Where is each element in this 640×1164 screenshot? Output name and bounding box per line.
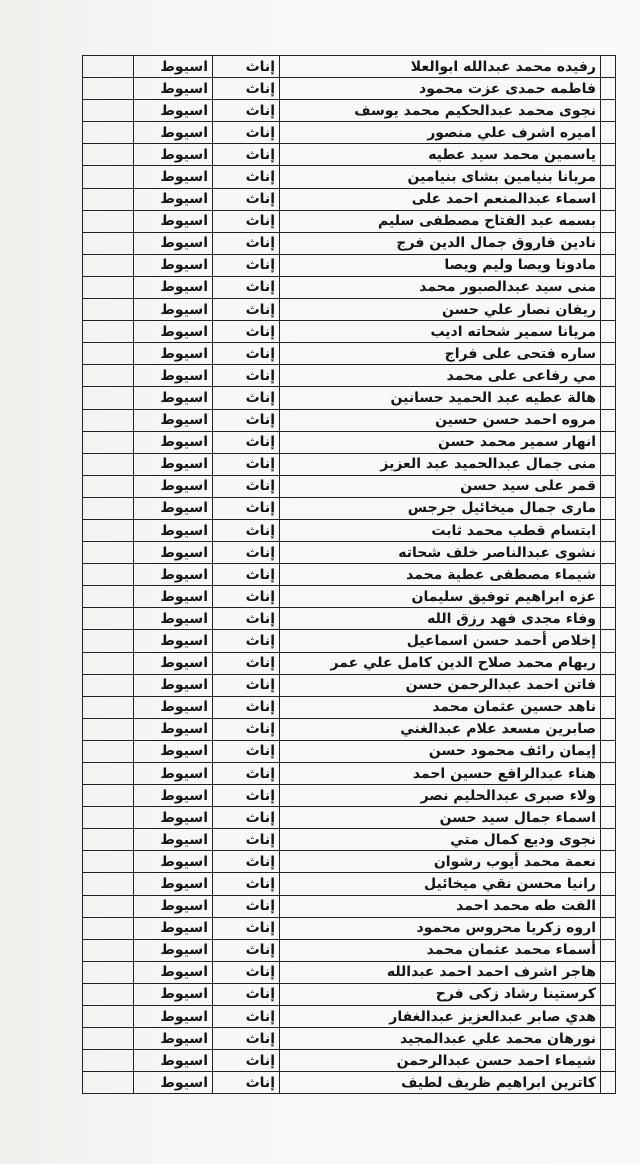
city-cell: اسيوط bbox=[134, 718, 213, 740]
row-stub-cell bbox=[601, 276, 616, 298]
name-cell: ناهد حسين عثمان محمد bbox=[280, 696, 601, 718]
city-cell: اسيوط bbox=[134, 100, 213, 122]
gender-cell: إناث bbox=[213, 696, 280, 718]
city-cell: اسيوط bbox=[134, 564, 213, 586]
blank-cell bbox=[83, 431, 134, 453]
city-cell: اسيوط bbox=[134, 144, 213, 166]
table-row bbox=[83, 475, 616, 497]
name-cell: ياسمين محمد سيد عطيه bbox=[280, 144, 601, 166]
gender-cell: إناث bbox=[213, 718, 280, 740]
blank-cell bbox=[83, 608, 134, 630]
city-cell: اسيوط bbox=[134, 807, 213, 829]
gender-cell: إناث bbox=[213, 232, 280, 254]
table-row bbox=[83, 983, 616, 1005]
city-cell: اسيوط bbox=[134, 453, 213, 475]
gender-cell: إناث bbox=[213, 917, 280, 939]
gender-cell: إناث bbox=[213, 895, 280, 917]
row-stub-cell bbox=[601, 519, 616, 541]
gender-cell: إناث bbox=[213, 365, 280, 387]
city-cell: اسيوط bbox=[134, 232, 213, 254]
blank-cell bbox=[83, 630, 134, 652]
table-row bbox=[83, 917, 616, 939]
row-stub-cell bbox=[601, 453, 616, 475]
city-cell: اسيوط bbox=[134, 873, 213, 895]
name-cell: نعمة محمد أيوب رشوان bbox=[280, 851, 601, 873]
table-row bbox=[83, 1006, 616, 1028]
blank-cell bbox=[83, 210, 134, 232]
blank-cell bbox=[83, 188, 134, 210]
name-cell: الفت طه محمد احمد bbox=[280, 895, 601, 917]
table-row bbox=[83, 829, 616, 851]
gender-cell: إناث bbox=[213, 674, 280, 696]
city-cell: اسيوط bbox=[134, 276, 213, 298]
gender-cell: إناث bbox=[213, 829, 280, 851]
name-cell: بسمه عبد الفتاح مصطفى سليم bbox=[280, 210, 601, 232]
name-cell: مارى جمال ميخائيل جرجس bbox=[280, 497, 601, 519]
table-row bbox=[83, 586, 616, 608]
table-row bbox=[83, 166, 616, 188]
row-stub-cell bbox=[601, 1050, 616, 1072]
students-table bbox=[82, 55, 616, 1094]
city-cell: اسيوط bbox=[134, 188, 213, 210]
gender-cell: إناث bbox=[213, 166, 280, 188]
name-cell: ولاء صبرى عبدالحليم نصر bbox=[280, 785, 601, 807]
row-stub-cell bbox=[601, 475, 616, 497]
name-cell: قمر على سيد حسن bbox=[280, 475, 601, 497]
gender-cell: إناث bbox=[213, 409, 280, 431]
row-stub-cell bbox=[601, 365, 616, 387]
row-stub-cell bbox=[601, 829, 616, 851]
blank-cell bbox=[83, 586, 134, 608]
name-cell: هدي صابر عبدالعزيز عبدالغفار bbox=[280, 1006, 601, 1028]
city-cell: اسيوط bbox=[134, 321, 213, 343]
blank-cell bbox=[83, 652, 134, 674]
row-stub-cell bbox=[601, 718, 616, 740]
blank-cell bbox=[83, 299, 134, 321]
row-stub-cell bbox=[601, 630, 616, 652]
blank-cell bbox=[83, 1006, 134, 1028]
city-cell: اسيوط bbox=[134, 740, 213, 762]
name-cell: هالة عطيه عبد الحميد حسانين bbox=[280, 387, 601, 409]
name-cell: نجوى وديع كمال متي bbox=[280, 829, 601, 851]
blank-cell bbox=[83, 807, 134, 829]
name-cell: صابرين مسعد علام عبدالغني bbox=[280, 718, 601, 740]
row-stub-cell bbox=[601, 983, 616, 1005]
blank-cell bbox=[83, 542, 134, 564]
blank-cell bbox=[83, 100, 134, 122]
table-row bbox=[83, 519, 616, 541]
city-cell: اسيوط bbox=[134, 497, 213, 519]
blank-cell bbox=[83, 696, 134, 718]
gender-cell: إناث bbox=[213, 785, 280, 807]
table-row bbox=[83, 542, 616, 564]
gender-cell: إناث bbox=[213, 56, 280, 78]
city-cell: اسيوط bbox=[134, 939, 213, 961]
blank-cell bbox=[83, 343, 134, 365]
name-cell: اميره اشرف علي منصور bbox=[280, 122, 601, 144]
blank-cell bbox=[83, 254, 134, 276]
gender-cell: إناث bbox=[213, 144, 280, 166]
blank-cell bbox=[83, 78, 134, 100]
table-row bbox=[83, 718, 616, 740]
gender-cell: إناث bbox=[213, 740, 280, 762]
city-cell: اسيوط bbox=[134, 78, 213, 100]
blank-cell bbox=[83, 365, 134, 387]
blank-cell bbox=[83, 961, 134, 983]
row-stub-cell bbox=[601, 939, 616, 961]
table-row bbox=[83, 674, 616, 696]
name-cell: انهار سمير محمد حسن bbox=[280, 431, 601, 453]
row-stub-cell bbox=[601, 100, 616, 122]
blank-cell bbox=[83, 387, 134, 409]
name-cell: اروه زكريا محروس محمود bbox=[280, 917, 601, 939]
name-cell: رفيده محمد عبدالله ابوالعلا bbox=[280, 56, 601, 78]
table-row bbox=[83, 630, 616, 652]
blank-cell bbox=[83, 939, 134, 961]
row-stub-cell bbox=[601, 232, 616, 254]
row-stub-cell bbox=[601, 961, 616, 983]
name-cell: إيمان رائف محمود حسن bbox=[280, 740, 601, 762]
city-cell: اسيوط bbox=[134, 608, 213, 630]
name-cell: اسماء جمال سيد حسن bbox=[280, 807, 601, 829]
blank-cell bbox=[83, 232, 134, 254]
name-cell: أسماء محمد عثمان محمد bbox=[280, 939, 601, 961]
row-stub-cell bbox=[601, 696, 616, 718]
name-cell: منى سيد عبدالصبور محمد bbox=[280, 276, 601, 298]
row-stub-cell bbox=[601, 431, 616, 453]
city-cell: اسيوط bbox=[134, 122, 213, 144]
row-stub-cell bbox=[601, 1028, 616, 1050]
city-cell: اسيوط bbox=[134, 299, 213, 321]
row-stub-cell bbox=[601, 343, 616, 365]
gender-cell: إناث bbox=[213, 321, 280, 343]
gender-cell: إناث bbox=[213, 652, 280, 674]
gender-cell: إناث bbox=[213, 564, 280, 586]
table-row bbox=[83, 365, 616, 387]
table-row bbox=[83, 144, 616, 166]
row-stub-cell bbox=[601, 917, 616, 939]
table-row bbox=[83, 1072, 616, 1094]
row-stub-cell bbox=[601, 851, 616, 873]
blank-cell bbox=[83, 829, 134, 851]
table-row bbox=[83, 807, 616, 829]
table-row bbox=[83, 100, 616, 122]
city-cell: اسيوط bbox=[134, 1028, 213, 1050]
gender-cell: إناث bbox=[213, 542, 280, 564]
table-row bbox=[83, 210, 616, 232]
gender-cell: إناث bbox=[213, 122, 280, 144]
table-row bbox=[83, 431, 616, 453]
city-cell: اسيوط bbox=[134, 961, 213, 983]
row-stub-cell bbox=[601, 586, 616, 608]
blank-cell bbox=[83, 895, 134, 917]
name-cell: كرستينا رشاد زكى فرح bbox=[280, 983, 601, 1005]
gender-cell: إناث bbox=[213, 807, 280, 829]
blank-cell bbox=[83, 276, 134, 298]
city-cell: اسيوط bbox=[134, 851, 213, 873]
table-row bbox=[83, 254, 616, 276]
gender-cell: إناث bbox=[213, 431, 280, 453]
row-stub-cell bbox=[601, 674, 616, 696]
row-stub-cell bbox=[601, 166, 616, 188]
blank-cell bbox=[83, 718, 134, 740]
row-stub-cell bbox=[601, 210, 616, 232]
blank-cell bbox=[83, 497, 134, 519]
table-row bbox=[83, 56, 616, 78]
table-row bbox=[83, 740, 616, 762]
blank-cell bbox=[83, 166, 134, 188]
blank-cell bbox=[83, 785, 134, 807]
blank-cell bbox=[83, 763, 134, 785]
table-row bbox=[83, 1050, 616, 1072]
gender-cell: إناث bbox=[213, 497, 280, 519]
name-cell: مريانا سمير شحاته اديب bbox=[280, 321, 601, 343]
blank-cell bbox=[83, 917, 134, 939]
row-stub-cell bbox=[601, 78, 616, 100]
city-cell: اسيوط bbox=[134, 674, 213, 696]
city-cell: اسيوط bbox=[134, 1072, 213, 1094]
gender-cell: إناث bbox=[213, 299, 280, 321]
city-cell: اسيوط bbox=[134, 1050, 213, 1072]
row-stub-cell bbox=[601, 652, 616, 674]
row-stub-cell bbox=[601, 409, 616, 431]
gender-cell: إناث bbox=[213, 387, 280, 409]
city-cell: اسيوط bbox=[134, 210, 213, 232]
name-cell: رانيا محسن نقي ميخائيل bbox=[280, 873, 601, 895]
table-row bbox=[83, 122, 616, 144]
table-row bbox=[83, 652, 616, 674]
city-cell: اسيوط bbox=[134, 166, 213, 188]
gender-cell: إناث bbox=[213, 983, 280, 1005]
blank-cell bbox=[83, 674, 134, 696]
gender-cell: إناث bbox=[213, 1028, 280, 1050]
city-cell: اسيوط bbox=[134, 343, 213, 365]
gender-cell: إناث bbox=[213, 630, 280, 652]
row-stub-cell bbox=[601, 740, 616, 762]
gender-cell: إناث bbox=[213, 873, 280, 895]
city-cell: اسيوط bbox=[134, 652, 213, 674]
gender-cell: إناث bbox=[213, 188, 280, 210]
blank-cell bbox=[83, 519, 134, 541]
table-row bbox=[83, 696, 616, 718]
name-cell: مريانا بنيامين بشاى بنيامين bbox=[280, 166, 601, 188]
row-stub-cell bbox=[601, 144, 616, 166]
city-cell: اسيوط bbox=[134, 542, 213, 564]
table-row bbox=[83, 188, 616, 210]
blank-cell bbox=[83, 1072, 134, 1094]
gender-cell: إناث bbox=[213, 961, 280, 983]
name-cell: ريفان نصار علي حسن bbox=[280, 299, 601, 321]
name-cell: إخلاص أحمد حسن اسماعيل bbox=[280, 630, 601, 652]
city-cell: اسيوط bbox=[134, 431, 213, 453]
city-cell: اسيوط bbox=[134, 895, 213, 917]
blank-cell bbox=[83, 56, 134, 78]
blank-cell bbox=[83, 873, 134, 895]
city-cell: اسيوط bbox=[134, 1006, 213, 1028]
city-cell: اسيوط bbox=[134, 56, 213, 78]
city-cell: اسيوط bbox=[134, 519, 213, 541]
name-cell: كاترين ابراهيم ظريف لطيف bbox=[280, 1072, 601, 1094]
gender-cell: إناث bbox=[213, 763, 280, 785]
row-stub-cell bbox=[601, 608, 616, 630]
table-row bbox=[83, 939, 616, 961]
blank-cell bbox=[83, 983, 134, 1005]
row-stub-cell bbox=[601, 299, 616, 321]
city-cell: اسيوط bbox=[134, 630, 213, 652]
name-cell: نجوى محمد عبدالحكيم محمد يوسف bbox=[280, 100, 601, 122]
city-cell: اسيوط bbox=[134, 365, 213, 387]
name-cell: عزه ابراهيم توفيق سليمان bbox=[280, 586, 601, 608]
name-cell: فاتن احمد عبدالرحمن حسن bbox=[280, 674, 601, 696]
blank-cell bbox=[83, 453, 134, 475]
table-row bbox=[83, 785, 616, 807]
gender-cell: إناث bbox=[213, 1006, 280, 1028]
city-cell: اسيوط bbox=[134, 829, 213, 851]
name-cell: منى جمال عبدالحميد عبد العزيز bbox=[280, 453, 601, 475]
gender-cell: إناث bbox=[213, 1072, 280, 1094]
city-cell: اسيوط bbox=[134, 983, 213, 1005]
table-row bbox=[83, 387, 616, 409]
city-cell: اسيوط bbox=[134, 917, 213, 939]
table-row bbox=[83, 763, 616, 785]
city-cell: اسيوط bbox=[134, 475, 213, 497]
name-cell: نورهان محمد علي عبدالمجيد bbox=[280, 1028, 601, 1050]
city-cell: اسيوط bbox=[134, 785, 213, 807]
gender-cell: إناث bbox=[213, 851, 280, 873]
row-stub-cell bbox=[601, 188, 616, 210]
name-cell: وفاء مجدى فهد رزق الله bbox=[280, 608, 601, 630]
gender-cell: إناث bbox=[213, 939, 280, 961]
city-cell: اسيوط bbox=[134, 409, 213, 431]
table-row bbox=[83, 895, 616, 917]
blank-cell bbox=[83, 564, 134, 586]
city-cell: اسيوط bbox=[134, 586, 213, 608]
table-row bbox=[83, 873, 616, 895]
name-cell: شيماء احمد حسن عبدالرحمن bbox=[280, 1050, 601, 1072]
table-row bbox=[83, 497, 616, 519]
blank-cell bbox=[83, 851, 134, 873]
gender-cell: إناث bbox=[213, 210, 280, 232]
table-row bbox=[83, 608, 616, 630]
table-row bbox=[83, 564, 616, 586]
row-stub-cell bbox=[601, 807, 616, 829]
gender-cell: إناث bbox=[213, 1050, 280, 1072]
blank-cell bbox=[83, 740, 134, 762]
name-cell: نشوى عبدالناصر خلف شحاته bbox=[280, 542, 601, 564]
gender-cell: إناث bbox=[213, 519, 280, 541]
row-stub-cell bbox=[601, 1006, 616, 1028]
gender-cell: إناث bbox=[213, 78, 280, 100]
table-row bbox=[83, 409, 616, 431]
blank-cell bbox=[83, 321, 134, 343]
city-cell: اسيوط bbox=[134, 696, 213, 718]
table-row bbox=[83, 299, 616, 321]
row-stub-cell bbox=[601, 564, 616, 586]
table-row bbox=[83, 232, 616, 254]
gender-cell: إناث bbox=[213, 453, 280, 475]
blank-cell bbox=[83, 1050, 134, 1072]
gender-cell: إناث bbox=[213, 608, 280, 630]
row-stub-cell bbox=[601, 1072, 616, 1094]
name-cell: هاجر اشرف احمد احمد عبدالله bbox=[280, 961, 601, 983]
blank-cell bbox=[83, 1028, 134, 1050]
name-cell: ابتسام قطب محمد ثابت bbox=[280, 519, 601, 541]
table-row bbox=[83, 453, 616, 475]
city-cell: اسيوط bbox=[134, 254, 213, 276]
row-stub-cell bbox=[601, 122, 616, 144]
row-stub-cell bbox=[601, 321, 616, 343]
name-cell: مي رفاعى على محمد bbox=[280, 365, 601, 387]
row-stub-cell bbox=[601, 254, 616, 276]
name-cell: ريهام محمد صلاح الدين كامل علي عمر bbox=[280, 652, 601, 674]
row-stub-cell bbox=[601, 895, 616, 917]
gender-cell: إناث bbox=[213, 254, 280, 276]
row-stub-cell bbox=[601, 873, 616, 895]
gender-cell: إناث bbox=[213, 586, 280, 608]
blank-cell bbox=[83, 122, 134, 144]
table-row bbox=[83, 961, 616, 983]
name-cell: نادين فاروق جمال الدين فرج bbox=[280, 232, 601, 254]
table-row bbox=[83, 78, 616, 100]
row-stub-cell bbox=[601, 542, 616, 564]
row-stub-cell bbox=[601, 56, 616, 78]
table-row bbox=[83, 276, 616, 298]
name-cell: هناء عبدالرافع حسين احمد bbox=[280, 763, 601, 785]
row-stub-cell bbox=[601, 497, 616, 519]
row-stub-cell bbox=[601, 785, 616, 807]
city-cell: اسيوط bbox=[134, 387, 213, 409]
blank-cell bbox=[83, 475, 134, 497]
table-body bbox=[83, 56, 616, 1094]
table-row bbox=[83, 321, 616, 343]
name-cell: مادونا ويصا وليم ويصا bbox=[280, 254, 601, 276]
gender-cell: إناث bbox=[213, 475, 280, 497]
gender-cell: إناث bbox=[213, 100, 280, 122]
gender-cell: إناث bbox=[213, 343, 280, 365]
blank-cell bbox=[83, 409, 134, 431]
table-row bbox=[83, 1028, 616, 1050]
table-row bbox=[83, 343, 616, 365]
row-stub-cell bbox=[601, 387, 616, 409]
name-cell: ساره فتحى على فراج bbox=[280, 343, 601, 365]
name-cell: اسماء عبدالمنعم احمد على bbox=[280, 188, 601, 210]
city-cell: اسيوط bbox=[134, 763, 213, 785]
gender-cell: إناث bbox=[213, 276, 280, 298]
table-row bbox=[83, 851, 616, 873]
name-cell: شيماء مصطفى عطية محمد bbox=[280, 564, 601, 586]
blank-cell bbox=[83, 144, 134, 166]
name-cell: مروه احمد حسن حسين bbox=[280, 409, 601, 431]
name-cell: فاطمه حمدى عزت محمود bbox=[280, 78, 601, 100]
row-stub-cell bbox=[601, 763, 616, 785]
